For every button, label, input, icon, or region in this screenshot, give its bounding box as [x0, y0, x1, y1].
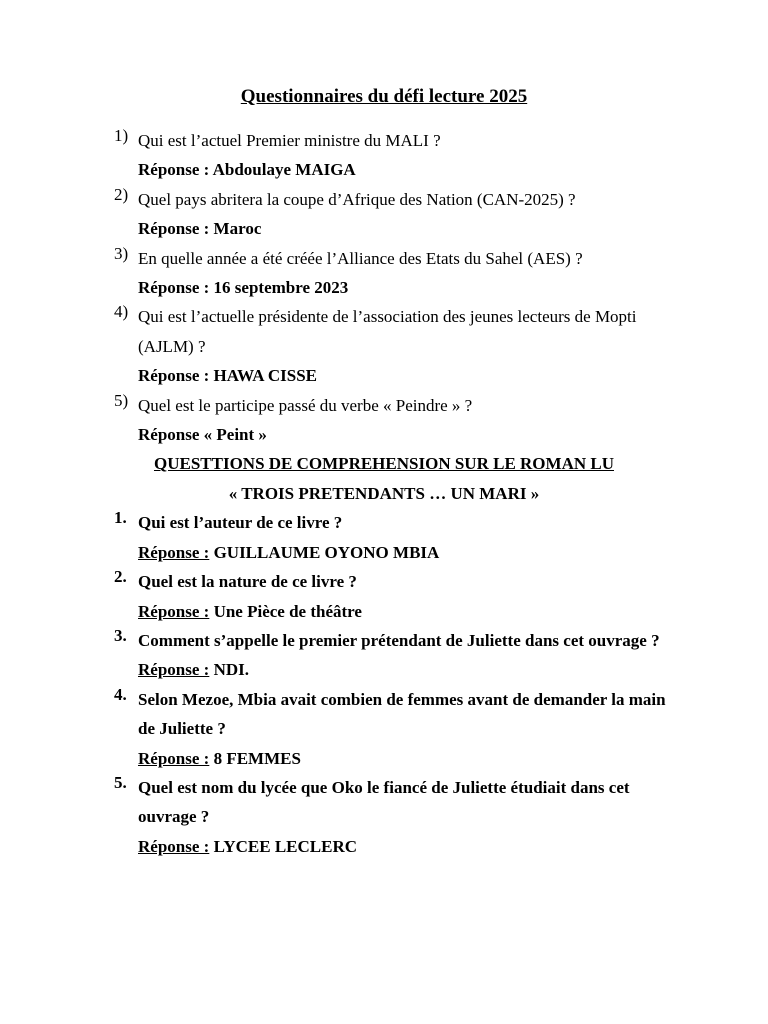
item-number: 5)	[114, 390, 129, 410]
question-text: Selon Mezoe, Mbia avait combien de femmes avant de demander la main de Juliette ?	[138, 689, 666, 739]
answer-line	[138, 744, 768, 773]
question-text: Qui est l’actuel Premier ministre du MALI ?	[138, 131, 441, 150]
answer-text: Une Pièce de théâtre	[213, 601, 362, 621]
list-item	[0, 567, 768, 626]
answer-text: LYCEE LECLERC	[213, 836, 358, 856]
answer-line	[138, 655, 768, 684]
section-heading-line-1: QUESTTIONS DE COMPREHENSION SUR LE ROMAN LU	[153, 454, 614, 474]
question-text: Comment s’appelle le premier prétendant de Juliette dans cet ouvrage ?	[138, 630, 660, 650]
list-item	[0, 391, 768, 450]
answer-line	[138, 597, 768, 626]
question-text: Quel est nom du lycée que Oko le fiancé de Juliette étudiait dans cet ouvrage ?	[138, 777, 630, 827]
question-text: Qui est l’auteur de ce livre ?	[138, 513, 343, 533]
list-item	[0, 773, 768, 861]
answer-text: GUILLAUME OYONO MBIA	[213, 542, 440, 562]
item-number: 2.	[114, 567, 127, 587]
question-text: Quel est le participe passé du verbe « Peindre » ?	[138, 395, 473, 415]
list-item	[0, 626, 768, 685]
item-number: 1)	[114, 126, 129, 145]
answer-text: Réponse : HAWA CISSE	[138, 366, 318, 386]
item-number: 3)	[114, 243, 129, 263]
answer-label: Réponse :	[138, 836, 210, 856]
question-text: Quel pays abritera la coupe d’Afrique des Nation (CAN-2025) ?	[138, 189, 576, 209]
general-questions-list	[0, 126, 768, 861]
list-item	[0, 185, 768, 244]
item-number: 4.	[114, 684, 127, 704]
answer-label: Réponse :	[138, 660, 210, 680]
answer-line	[138, 538, 768, 567]
answer-text: Réponse « Peint »	[138, 425, 267, 445]
answer-text: 8 FEMMES	[213, 748, 301, 768]
question-text: Qui est l’actuelle présidente de l’association des jeunes lecteurs de Mopti (AJLM) ?	[138, 307, 637, 356]
answer-text: NDI.	[213, 660, 249, 680]
list-item	[0, 302, 768, 390]
list-item	[0, 244, 768, 303]
page-title: Questionnaires du défi lecture 2025	[240, 86, 528, 107]
answer-label: Réponse :	[138, 601, 210, 621]
section-heading	[0, 449, 768, 478]
question-text: En quelle année a été créée l’Alliance des Etats du Sahel (AES) ?	[138, 248, 583, 268]
answer-text: Réponse : Abdoulaye MAIGA	[138, 160, 356, 180]
list-item	[0, 685, 768, 773]
answer-label: Réponse :	[138, 748, 210, 768]
list-item	[0, 508, 768, 567]
item-number: 3.	[114, 625, 127, 645]
item-number: 4)	[114, 302, 129, 322]
answer-text: Réponse : 16 septembre 2023	[138, 278, 349, 298]
item-number: 1.	[114, 508, 127, 528]
item-number: 2)	[114, 184, 129, 204]
answer-line	[138, 832, 768, 861]
section-subheading: « TROIS PRETENDANTS … UN MARI »	[228, 483, 540, 503]
item-number: 5.	[114, 772, 127, 792]
answer-text: Réponse : Maroc	[138, 219, 262, 239]
list-item	[0, 126, 768, 185]
question-text: Quel est la nature de ce livre ?	[138, 572, 357, 592]
answer-label: Réponse :	[138, 542, 210, 562]
